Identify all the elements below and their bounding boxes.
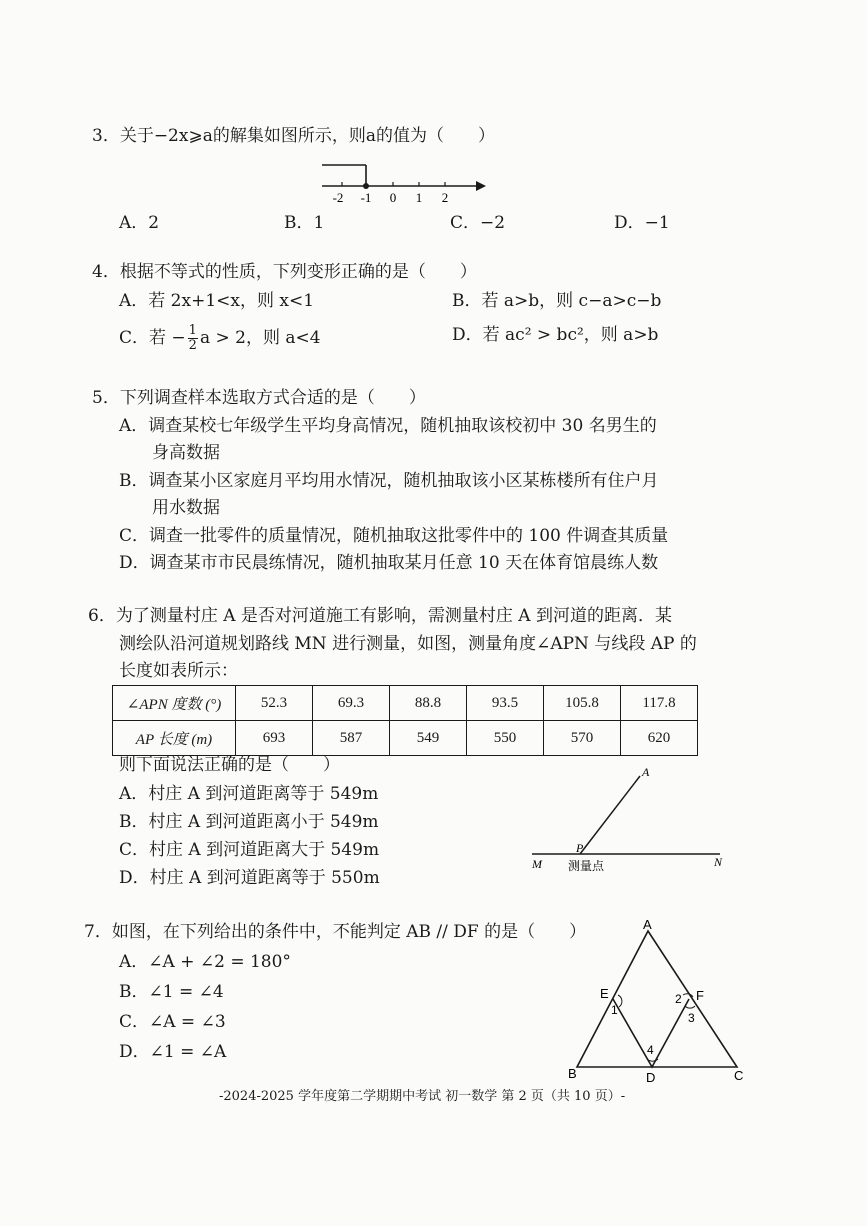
point-p-label: P xyxy=(576,841,584,855)
point-a-label: A xyxy=(642,765,650,779)
q3-option-a: A．2 xyxy=(119,213,160,233)
q4-option-d: D．若 ac² > bc²，则 a>b xyxy=(452,325,659,345)
vertex-b-label: B xyxy=(568,1066,577,1081)
page-footer: -2024-2025 学年度第二学期期中考试 初一数学 第 2 页（共 10 页）- xyxy=(219,1089,626,1104)
table-row xyxy=(113,686,698,721)
tick-label: -1 xyxy=(360,190,372,205)
table-cell: 93.5 xyxy=(467,686,544,721)
q3-option-b: B．1 xyxy=(284,213,325,233)
tick-label: -2 xyxy=(332,190,344,205)
q4-option-c-head: C．若 − xyxy=(119,328,186,348)
fraction xyxy=(188,324,198,353)
q7-option-d: D．∠1 = ∠A xyxy=(119,1042,227,1062)
vertex-d-label: D xyxy=(646,1070,656,1085)
point-n-label: N xyxy=(714,855,723,869)
vertex-e-label: E xyxy=(600,986,609,1001)
q6-option-c: C．村庄 A 到河道距离大于 549m xyxy=(119,840,380,860)
q5-option-a-cont: 身高数据 xyxy=(152,443,220,463)
angle-3-label: 3 xyxy=(688,1011,695,1025)
q7-option-b: B．∠1 = ∠4 xyxy=(119,982,224,1002)
q6-question: 则下面说法正确的是（ ） xyxy=(119,755,340,775)
q6-option-b: B．村庄 A 到河道距离小于 549m xyxy=(119,812,379,832)
q5-option-c: C．调查一批零件的质量情况，随机抽取这批零件中的 100 件调查其质量 xyxy=(119,526,669,546)
table-cell: 105.8 xyxy=(544,686,621,721)
q7-option-c: C．∠A = ∠3 xyxy=(119,1012,226,1032)
vertex-f-label: F xyxy=(696,988,704,1003)
q3-option-c: C．−2 xyxy=(450,213,506,233)
measure-point-caption: 测量点 xyxy=(568,859,605,873)
q5-option-d: D．调查某市市民晨练情况，随机抽取某月任意 10 天在体育馆晨练人数 xyxy=(119,553,659,573)
triangle-figure xyxy=(565,915,755,1085)
angle-2-label: 2 xyxy=(675,992,682,1006)
measurement-table xyxy=(112,685,698,756)
table-row-header: AP 长度 (m) xyxy=(113,721,236,756)
table-row xyxy=(113,721,698,756)
q7-option-a: A．∠A + ∠2 = 180° xyxy=(119,952,291,972)
tick-label: 0 xyxy=(389,190,397,205)
table-row-header: ∠APN 度数 (°) xyxy=(113,686,236,721)
q5-option-b: B．调查某小区家庭月平均用水情况，随机抽取该小区某栋楼所有住户月 xyxy=(119,471,659,491)
q3-stem: 3．关于−2x⩾a的解集如图所示，则a的值为（ ） xyxy=(92,126,495,146)
q4-stem: 4．根据不等式的性质，下列变形正确的是（ ） xyxy=(92,262,477,282)
fraction-numerator: 1 xyxy=(188,323,197,338)
table-cell: 69.3 xyxy=(313,686,390,721)
fraction-denominator: 2 xyxy=(188,338,197,353)
angle-1-label: 1 xyxy=(611,1003,618,1017)
number-line xyxy=(318,160,488,204)
tick-label: 1 xyxy=(415,190,423,205)
vertex-c-label: C xyxy=(734,1068,744,1083)
table-cell: 620 xyxy=(621,721,698,756)
q6-stem-line-3: 长度如表所示： xyxy=(119,661,238,681)
table-cell: 88.8 xyxy=(390,686,467,721)
table-cell: 549 xyxy=(390,721,467,756)
q3-option-d: D．−1 xyxy=(614,213,670,233)
q5-option-a: A．调查某校七年级学生平均身高情况，随机抽取该校初中 30 名男生的 xyxy=(119,416,657,436)
table-cell: 52.3 xyxy=(236,686,313,721)
q6-stem-line-2: 测绘队沿河道规划路线 MN 进行测量，如图，测量角度∠APN 与线段 AP 的 xyxy=(119,634,697,654)
table-cell: 570 xyxy=(544,721,621,756)
river-figure xyxy=(520,762,740,882)
table-cell: 550 xyxy=(467,721,544,756)
q5-option-b-cont: 用水数据 xyxy=(152,498,220,518)
q6-option-d: D．村庄 A 到河道距离等于 550m xyxy=(119,868,380,888)
q5-stem: 5．下列调查样本选取方式合适的是（ ） xyxy=(92,388,426,408)
q4-option-b: B．若 a>b，则 c−a>c−b xyxy=(452,291,662,311)
vertex-a-label: A xyxy=(643,917,652,932)
q6-stem-line-1: 6．为了测量村庄 A 是否对河道施工有影响，需测量村庄 A 到河道的距离．某 xyxy=(88,606,672,626)
angle-4-label: 4 xyxy=(647,1043,654,1057)
tick-label: 2 xyxy=(441,190,449,205)
q4-option-a: A．若 2x+1<x，则 x<1 xyxy=(119,291,315,311)
q4-option-c xyxy=(119,324,321,353)
table-cell: 693 xyxy=(236,721,313,756)
table-cell: 117.8 xyxy=(621,686,698,721)
q7-stem: 7．如图，在下列给出的条件中，不能判定 AB // DF 的是（ ） xyxy=(84,922,587,942)
table-cell: 587 xyxy=(313,721,390,756)
q4-option-c-tail: a > 2，则 a<4 xyxy=(199,328,321,348)
q6-option-a: A．村庄 A 到河道距离等于 549m xyxy=(119,784,379,804)
point-m-label: M xyxy=(532,857,542,871)
